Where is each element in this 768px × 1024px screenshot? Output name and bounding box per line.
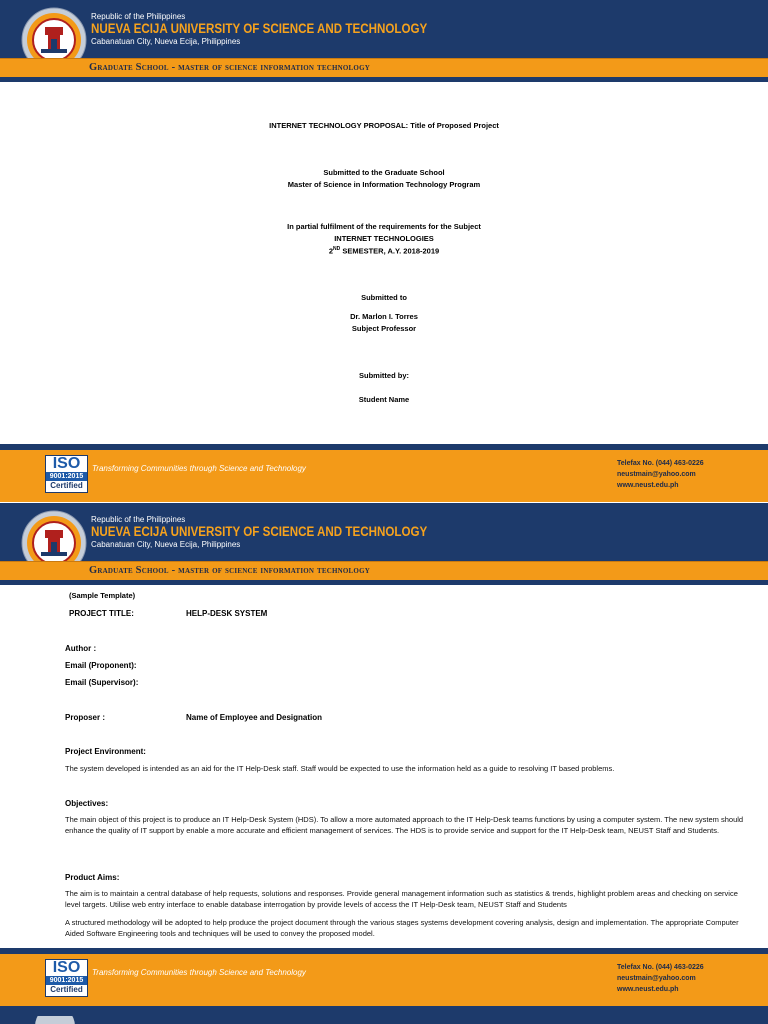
iso-number: 9001:2015: [46, 472, 87, 481]
proposal-title: INTERNET TECHNOLOGY PROPOSAL: Title of Proposed Project: [269, 121, 499, 130]
email-supervisor-label: Email (Supervisor):: [65, 678, 139, 687]
page2-footer: [0, 948, 768, 1006]
iso-number: 9001:2015: [46, 976, 87, 985]
aims-text-2: A structured methodology will be adopted to help produce the project document through the various stages systems development covering analysis, design and implementation. The appropriate Computer Aided Software Engineering tools and techniques will be used to convey the proposed model.: [65, 918, 739, 938]
contact-block: [617, 458, 704, 491]
objectives-text: The main object of this project is to produce an IT Help-Desk System (HDS). To allow a more automated approach to the IT Help-Desk teams functions by using a computer system. The new system should enhance the quality of IT support by enable a more accurate and efficient management of services. The HDS is to provide service and support for the IT Help-Desk team, NEUST Staff and Students.: [65, 815, 744, 835]
subject-name: INTERNET TECHNOLOGIES: [334, 234, 434, 243]
aims-text-1: The aim is to maintain a central database of help requests, solutions and responses. Provide general management information such as statistics & trends, highlight problem areas and checking on service level targets. Utilise web entry interface to enable database interrogation by provide levels of access the IT Help-Desk team, NEUST Staff and Students: [65, 889, 738, 909]
university-address: Cabanatuan City, Nueva Ecija, Philippines: [91, 37, 241, 46]
website-link[interactable]: www.neust.edu.ph: [617, 986, 679, 993]
page3-header-partial: [0, 1006, 768, 1024]
project-title-value: HELP-DESK SYSTEM: [186, 609, 268, 618]
university-name: NUEVA ECIJA UNIVERSITY OF SCIENCE AND TECHNOLOGY: [91, 21, 428, 36]
email-link[interactable]: neustmain@yahoo.com: [617, 975, 696, 982]
professor-title: Subject Professor: [351, 324, 417, 333]
website-link[interactable]: www.neust.edu.ph: [617, 482, 679, 489]
aims-heading: Product Aims:: [65, 873, 120, 882]
graduate-school-bar: [0, 58, 768, 77]
environment-heading: Project Environment:: [65, 747, 146, 756]
header-divider: [0, 77, 768, 82]
telefax: Telefax No. (044) 463-0226: [617, 460, 704, 467]
university-name: NUEVA ECIJA UNIVERSITY OF SCIENCE AND TECHNOLOGY: [91, 524, 428, 539]
iso-certified: Certified: [50, 985, 83, 994]
student-name: Student Name: [358, 395, 410, 404]
environment-text: The system developed is intended as an aid for the IT Help-Desk staff. Staff would be expected to use the information held as a guide to resolving IT based problems.: [65, 764, 615, 773]
iso-badge: [45, 455, 88, 493]
university-seal-icon: [33, 1016, 77, 1024]
proposer-label: Proposer :: [65, 713, 106, 722]
submitted-by-label: Submitted by:: [359, 371, 409, 380]
semester: [0, 246, 768, 256]
header-divider: [0, 580, 768, 585]
graduate-school-label: Graduate School - master of science information technology: [89, 62, 370, 73]
republic-label: Republic of the Philippines: [91, 12, 186, 21]
footer-band: [0, 444, 768, 450]
iso-certified: Certified: [50, 481, 83, 490]
objectives-heading: Objectives:: [65, 799, 109, 808]
iso-badge: [45, 959, 88, 997]
iso-title: ISO: [52, 959, 81, 976]
page2-header: [0, 503, 768, 585]
semester-rest: SEMESTER, A.Y. 2018-2019: [340, 246, 440, 256]
page1-footer: [0, 444, 768, 502]
proposer-value: Name of Employee and Designation: [186, 713, 323, 722]
email-proponent-label: Email (Proponent):: [65, 661, 137, 670]
partial-fulfilment: In partial fulfilment of the requirements for the Subject: [287, 222, 481, 231]
sample-template-label: (Sample Template): [69, 591, 136, 600]
graduate-school-bar: [0, 561, 768, 580]
iso-title: ISO: [52, 455, 81, 472]
professor-name: Dr. Marlon I. Torres: [350, 312, 418, 321]
telefax: Telefax No. (044) 463-0226: [617, 964, 704, 971]
tagline: Transforming Communities through Science and Technology: [92, 968, 306, 977]
semester-sup: ND: [333, 246, 341, 252]
page1-header: [0, 0, 768, 82]
graduate-school-label: Graduate School - master of science information technology: [89, 565, 370, 576]
contact-block: [617, 962, 704, 995]
author-label: Author :: [65, 644, 97, 653]
tagline: Transforming Communities through Science and Technology: [92, 464, 306, 473]
project-title-label: PROJECT TITLE:: [69, 609, 134, 618]
semester-ordinal: 2: [328, 246, 333, 256]
republic-label: Republic of the Philippines: [91, 515, 186, 524]
email-link[interactable]: neustmain@yahoo.com: [617, 471, 696, 478]
university-address: Cabanatuan City, Nueva Ecija, Philippines: [91, 540, 241, 549]
program-name: Master of Science in Information Technology Program: [287, 180, 481, 189]
footer-band: [0, 948, 768, 954]
submitted-to-gs: Submitted to the Graduate School: [323, 168, 445, 177]
submitted-to-label: Submitted to: [361, 293, 407, 302]
